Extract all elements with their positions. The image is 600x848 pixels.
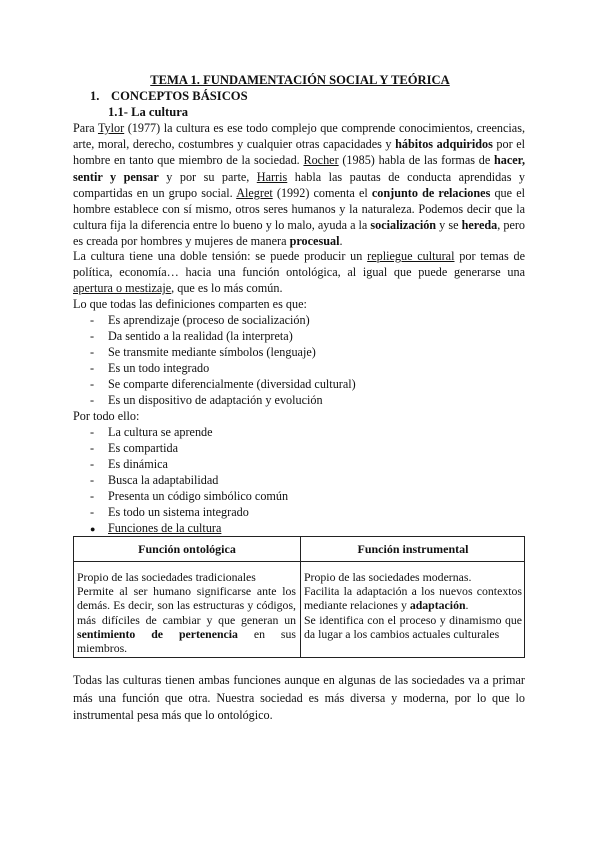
list-item: - Es dinámica xyxy=(90,457,168,471)
list-item: - Es todo un sistema integrado xyxy=(90,505,249,519)
list1-intro: Lo que todas las definiciones comparten es que: xyxy=(73,297,307,311)
section-heading xyxy=(90,88,248,104)
table-cell-ontologica: Propio de las sociedades tradicionales Permite al ser humano significarse ante los demás. Es decir, son las estructuras y códigos, más difíciles de cambiar y que generan un sentimiento de pertenencia en sus miembros. xyxy=(77,570,296,656)
list-item: - Busca la adaptabilidad xyxy=(90,473,219,487)
term-conjunto: conjunto de relaciones xyxy=(371,185,491,200)
term-repliegue: repliegue cultural xyxy=(367,249,455,263)
list2-intro: Por todo ello: xyxy=(73,409,140,423)
list-item: - Es compartida xyxy=(90,441,179,455)
paragraph-tension: La cultura tiene una doble tensión: se puede producir un repliegue cultural por temas de política, economía… hacia una función ontológica, al igual que puede generarse una apertura o mestizaje, que es lo más común. xyxy=(73,249,525,296)
term-apertura: apertura o mestizaje xyxy=(73,281,172,296)
bullet-item xyxy=(90,520,221,537)
list-item: - Es un todo integrado xyxy=(90,361,210,375)
list-item: - La cultura se aprende xyxy=(90,425,213,439)
subsection-heading: 1.1- La cultura xyxy=(108,105,189,119)
term-hereda: hereda xyxy=(461,218,498,233)
table-header-divider xyxy=(74,561,524,562)
list-item: - Da sentido a la realidad (la interpreta) xyxy=(90,329,293,343)
list-item: - Se comparte diferencialmente (diversidad cultural) xyxy=(90,377,356,391)
term-hacer: hacer, sentir y pensar xyxy=(73,153,525,184)
author-rocher: Rocher xyxy=(303,153,339,168)
author-alegret: Alegret xyxy=(236,185,273,200)
list-item: - Presenta un código simbólico común xyxy=(90,489,289,503)
table-header-instrumental: Función instrumental xyxy=(357,542,469,556)
author-tylor: Tylor xyxy=(97,121,125,135)
bullet-item-label: Funciones de la cultura xyxy=(108,521,222,535)
term-socializacion: socialización xyxy=(370,218,437,233)
page-title: TEMA 1. FUNDAMENTACIÓN SOCIAL Y TEÓRICA xyxy=(150,73,450,87)
paragraph-definitions: Para Tylor (1977) la cultura es ese todo complejo que comprende conocimientos, creencias, arte, moral, derecho, costumbres y cualquier otras capacidades y hábitos adquiridos por el hombre en tanto que miembro de la sociedad. Rocher (1985) habla de las formas de hacer, sentir y pensar y por su parte, Harris habla las pautas de conducta aprendidas y compartidas en un grupo social. Alegret (1992) comenta el conjunto de relaciones que el hombre establece con sí mismo, otros seres humanos y la naturaleza. Podemos decir que la cultura fija la diferencia entre lo bueno y lo malo, ayuda a la socialización y se hereda, pero es creada por hombres y mujeres de manera procesual. xyxy=(73,121,526,249)
author-harris: Harris xyxy=(256,169,288,184)
paragraph-closing: Todas las culturas tienen ambas funciones aunque en algunas de las sociedades va a primar más una función que otra. Nuestra sociedad es más diversa y moderna, por lo que lo instrumental pesa más que lo ontológico. xyxy=(73,673,525,722)
list-item: - Se transmite mediante símbolos (lenguaje) xyxy=(90,345,316,359)
term-procesual: procesual xyxy=(289,234,340,249)
term-habitos: hábitos adquiridos xyxy=(395,137,493,152)
list-item: - Es aprendizaje (proceso de socialización) xyxy=(90,313,310,327)
table-header-ontologica: Función ontológica xyxy=(138,542,236,556)
section-number: 1. xyxy=(90,89,100,103)
table-cell-instrumental: Propio de las sociedades modernas. Facilita la adaptación a los nuevos contextos mediante relaciones y adaptación. Se identifica con el proceso y dinamismo que da lugar a los cambios actuales culturales xyxy=(304,570,522,641)
bullet-dot-icon: ● xyxy=(90,524,96,534)
functions-table xyxy=(73,536,525,658)
list-item: - Es un dispositivo de adaptación y evolución xyxy=(90,393,323,407)
section-label: CONCEPTOS BÁSICOS xyxy=(111,89,248,103)
